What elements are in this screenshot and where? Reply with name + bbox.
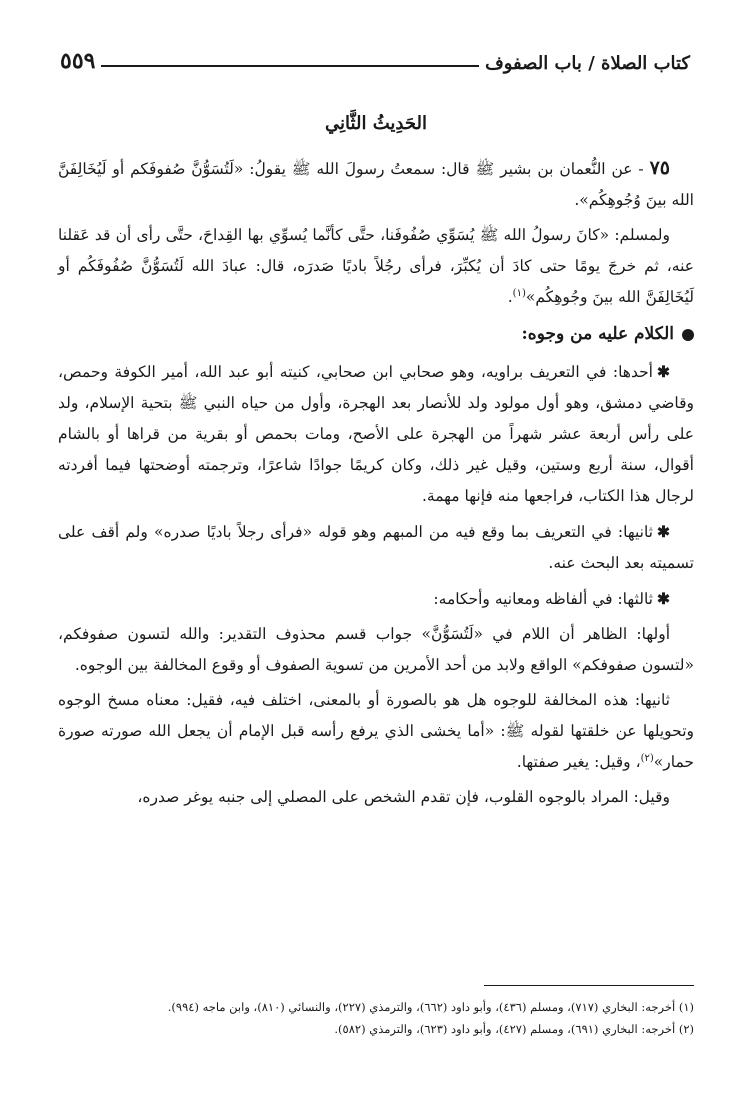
- point-3-sub-2-end: ، وقيل: يغير صفتها.: [516, 753, 641, 771]
- muslim-text: ولمسلم: «كانَ رسولُ الله ﷺ يُسَوِّي صُفُوفَنا، حتَّى كأنَّما يُسوِّي بها القِداحَ، حتَّى رأى أن قد عَقلنا عنه، ثم خرجَ يومًا حتى كادَ أن يُكبِّرَ، فرأى رجُلاً باديًا صَدرَه، قال: عبادَ الله لَتُسَوُّنَّ صُفُوفَكُم أو لَيُخَالِفَنَّ الله بينَ وجُوهِكُم»: [58, 226, 694, 306]
- section-heading-text: الكلام عليه من وجوه:: [521, 324, 674, 344]
- point-3-sub-2-text: ثانيها: هذه المخالفة للوجوه هل هو بالصورة أو بالمعنى، اختلف فيه، فقيل: معناه مسخ الوجوه وتحويلها عن خلقتها لقوله ﷺ: «أما يخشى الذي يرفع رأسه قبل الإمام أن يجعل الله صورته صورة حمار»: [58, 691, 694, 771]
- point-1: [58, 356, 694, 512]
- footnote-separator: [484, 985, 694, 986]
- muslim-end: .: [507, 288, 513, 306]
- point-2-text: ثانيها: في التعريف بما وقع فيه من المبهم وهو قوله «فرأى رجلاً باديًا صدره» ولم أقف على تسميته بعد البحث عنه.: [58, 523, 694, 572]
- asterisk-icon: ✱: [657, 362, 670, 381]
- header-title: كتاب الصلاة / باب الصفوف: [485, 53, 690, 74]
- asterisk-icon: ✱: [657, 589, 670, 608]
- footnote-2: (٢) أخرجه: البخاري (٦٩١)، ومسلم (٤٢٧)، وأبو داود (٦٢٣)، والترمذي (٥٨٢).: [334, 1022, 694, 1036]
- page-body: [58, 108, 694, 817]
- hadith-title: الحَدِيثُ الثَّانِي: [325, 113, 427, 134]
- footnote-ref-1: (١): [512, 287, 526, 299]
- point-3-sub-1: أولها: الظاهر أن اللام في «لَتُسَوُّنَّ» جواب قسم محذوف التقدير: والله لتسون صفوفكم، «لتسون صفوفكم» الواقع ولابد من أحد الأمرين من تسوية الصفوف أو وقوع المخالفة بين الوجوه.: [58, 625, 694, 674]
- footnotes: [58, 996, 694, 1040]
- point-3: [58, 583, 694, 615]
- footnote-1: (١) أخرجه: البخاري (٧١٧)، ومسلم (٤٣٦)، وأبو داود (٦٦٢)، والترمذي (٢٢٧)، والنسائي (٨١٠)، وابن ماجه (٩٩٤).: [167, 1000, 694, 1014]
- hadith-paragraph: [58, 153, 694, 216]
- asterisk-icon: ✱: [657, 522, 670, 541]
- page-number: ٥٥٩: [60, 48, 96, 74]
- bullet-icon: [682, 329, 694, 341]
- point-2: [58, 516, 694, 579]
- point-3-sub-2: [58, 685, 694, 778]
- muslim-paragraph: [58, 220, 694, 313]
- point-3-text: ثالثها: في ألفاظه ومعانيه وأحكامه:: [433, 590, 653, 608]
- point-3-sub-3: وقيل: المراد بالوجوه القلوب، فإن تقدم الشخص على المصلي إلى جنبه يوغر صدره،: [137, 788, 670, 806]
- point-1-text: أحدها: في التعريف براويه، وهو صحابي ابن صحابي، كنيته أبو عبد الله، أمير الكوفة وحمص، وقاضي دمشق، وهو أول مولود ولد للأنصار بعد الهجرة، وأول من حياه النبي ﷺ بتحية الإسلام، ولد على رأس أربعة عشر شهراً من الهجرة على الأصح، ومات بحمص أو بقرية من قراها أو بالشام أقوال، سنة أربع وستين، وقيل غير ذلك، وكان كريمًا جوادًا شاعرًا، وترجمته أوضحتها فيما أفردته لرجال هذا الكتاب، فراجعها منه فإنها مهمة.: [58, 363, 694, 505]
- hadith-text: - عن النُّعمان بن بشير ﷺ قال: سمعتُ رسولَ الله ﷺ يقولُ: «لَتُسَوُّنَّ صُفوفَكم أو لَيُخَالِفَنَّ الله بينَ وُجُوهِكُم».: [58, 160, 694, 209]
- hadith-number: ٧٥: [649, 157, 670, 179]
- header-rule: [101, 65, 479, 67]
- section-heading: [58, 319, 694, 350]
- running-header: [60, 38, 690, 74]
- footnote-ref-2: (٢): [640, 752, 654, 764]
